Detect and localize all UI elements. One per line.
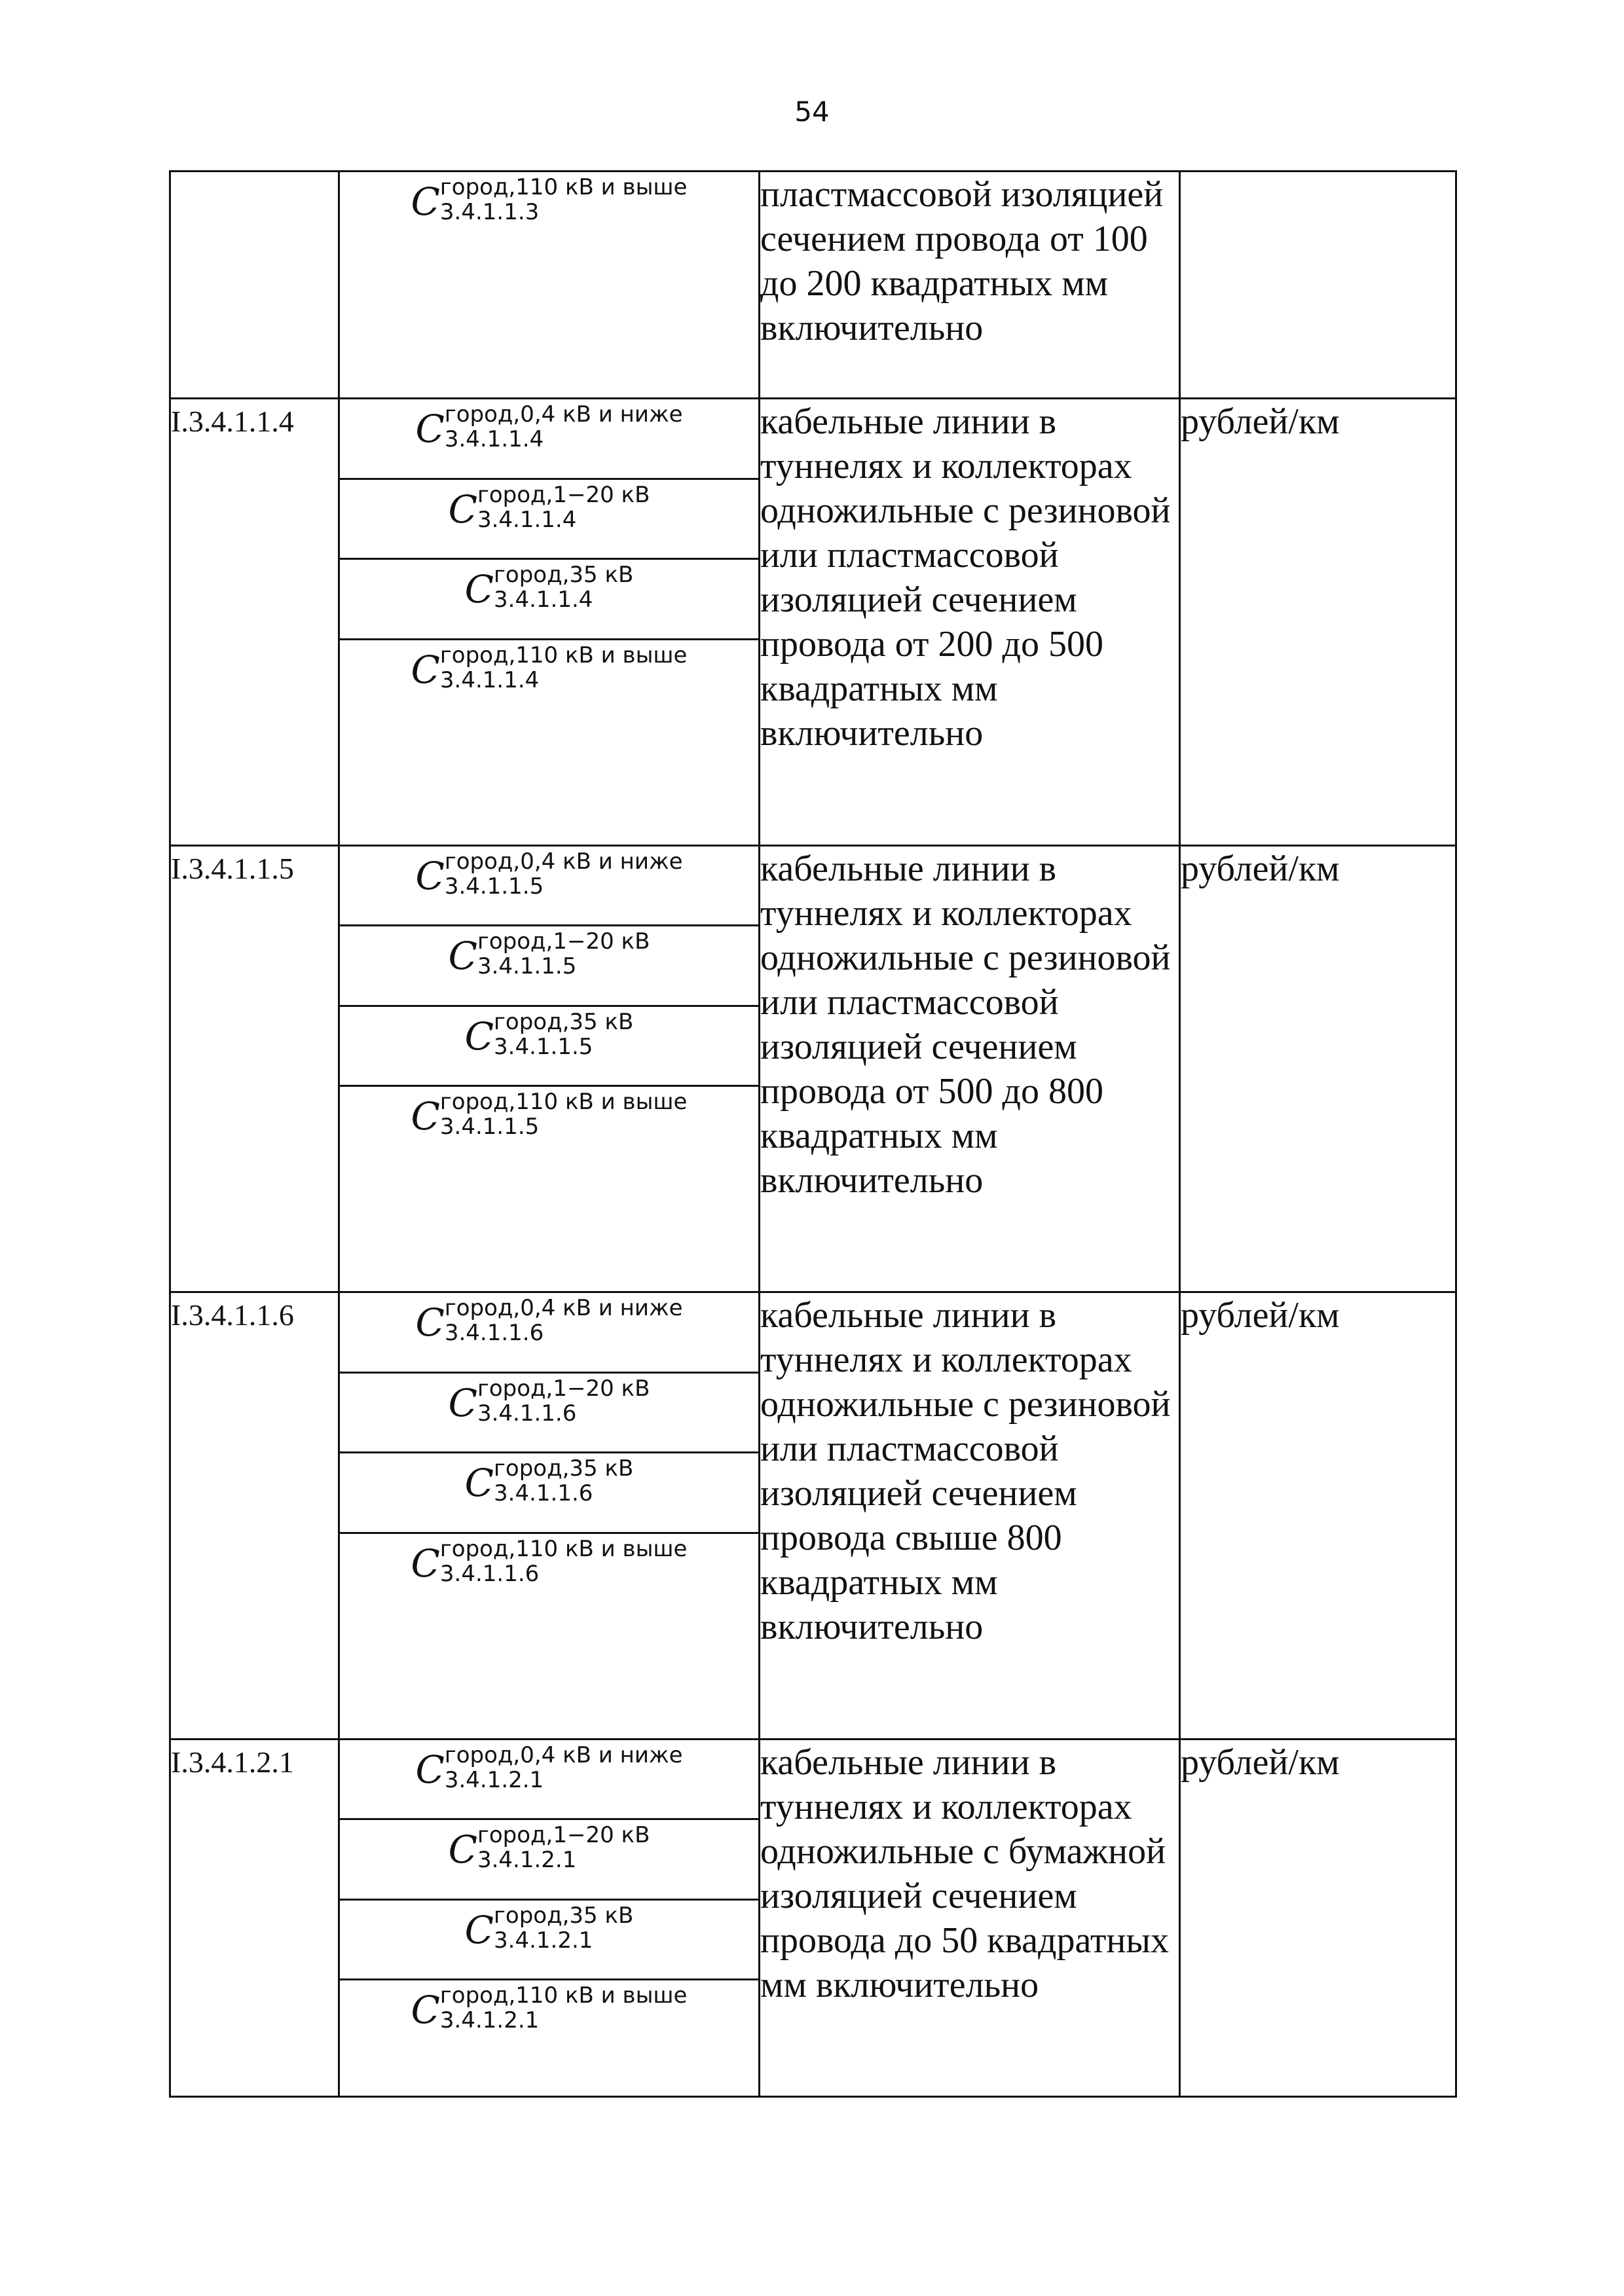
rate-formula (411, 643, 688, 693)
rate-formula (415, 402, 682, 452)
formula-superscript: город,0,4 кВ и ниже (444, 1295, 683, 1322)
formula-symbol: C (448, 486, 477, 532)
formula-superscript: город,110 кВ и выше (439, 1535, 688, 1562)
formula-subscript: 3.4.1.1.6 (439, 1560, 540, 1587)
formula-cell (339, 1819, 760, 1899)
table-row (170, 399, 1456, 479)
rate-formula (449, 483, 650, 532)
rate-formula (415, 1743, 682, 1793)
rate-formula (465, 1456, 634, 1506)
formula-subscript: 3.4.1.1.4 (477, 506, 577, 533)
formula-symbol: C (411, 1540, 440, 1586)
formula-cell (339, 1086, 760, 1292)
formula-subscript: 3.4.1.1.4 (439, 666, 540, 693)
formula-subscript: 3.4.1.1.4 (494, 587, 593, 613)
formula-subscript: 3.4.1.2.1 (444, 1766, 544, 1793)
formula-superscript: город,110 кВ и выше (439, 642, 688, 668)
formula-symbol: C (464, 1013, 494, 1059)
formula-symbol: C (464, 1907, 494, 1952)
rate-formula (465, 1010, 634, 1059)
formula-subscript: 3.4.1.1.6 (494, 1480, 593, 1507)
formula-symbol: C (415, 1747, 445, 1792)
formula-subscript: 3.4.1.1.5 (494, 1033, 593, 1060)
formula-subscript: 3.4.1.1.5 (477, 953, 577, 980)
rate-formula (449, 929, 650, 979)
row-description: кабельные линии в туннелях и коллекторах одножильные с резиновой или пластмассовой изоляцией сечением провода свыше 800 квадратных мм включительно (760, 1292, 1180, 1740)
rate-formula (449, 1823, 650, 1872)
rate-formula (415, 849, 682, 899)
row-code: I.3.4.1.1.5 (170, 845, 339, 1292)
formula-superscript: город,110 кВ и выше (439, 1982, 688, 2009)
formula-symbol: C (411, 1988, 440, 2033)
formula-subscript: 3.4.1.1.3 (439, 199, 540, 225)
formula-cell (339, 639, 760, 845)
formula-superscript: город,1−20 кВ (477, 1822, 650, 1849)
formula-subscript: 3.4.1.1.6 (444, 1320, 544, 1347)
formula-cell (339, 1899, 760, 1979)
formula-cell (339, 399, 760, 479)
formula-subscript: 3.4.1.1.5 (444, 873, 544, 900)
rate-formula (411, 175, 688, 225)
row-description: кабельные линии в туннелях и коллекторах одножильные с резиновой или пластмассовой изоляцией сечением провода от 500 до 800 квадратных мм включительно (760, 845, 1180, 1292)
formula-superscript: город,35 кВ (494, 1455, 634, 1482)
formula-superscript: город,1−20 кВ (477, 1375, 650, 1402)
formula-superscript: город,110 кВ и выше (439, 174, 688, 200)
rate-formula (465, 1903, 634, 1953)
page-number: 54 (794, 96, 830, 128)
row-unit (1180, 172, 1456, 399)
formula-superscript: город,0,4 кВ и ниже (444, 401, 683, 428)
row-unit: рублей/км (1180, 1739, 1456, 2096)
formula-cell (339, 1006, 760, 1085)
formula-superscript: город,0,4 кВ и ниже (444, 1741, 683, 1768)
formula-symbol: C (415, 407, 445, 452)
formula-symbol: C (464, 1461, 494, 1506)
row-unit: рублей/км (1180, 1292, 1456, 1740)
formula-symbol: C (464, 567, 494, 612)
formula-cell (339, 845, 760, 925)
rate-formula (411, 1089, 688, 1139)
rate-formula (415, 1296, 682, 1345)
formula-subscript: 3.4.1.2.1 (494, 1927, 593, 1954)
formula-symbol: C (448, 1380, 477, 1425)
formula-symbol: C (415, 853, 445, 898)
row-code (170, 172, 339, 399)
formula-superscript: город,1−20 кВ (477, 481, 650, 508)
formula-cell (339, 1292, 760, 1372)
formula-subscript: 3.4.1.2.1 (477, 1847, 577, 1874)
row-code: I.3.4.1.2.1 (170, 1739, 339, 2096)
formula-cell (339, 1533, 760, 1739)
formula-cell (339, 1372, 760, 1452)
formula-cell (339, 172, 760, 399)
row-description: кабельные линии в туннелях и коллекторах одножильные с бумажной изоляцией сечением провода до 50 квадратных мм включительно (760, 1739, 1180, 2096)
formula-symbol: C (415, 1300, 445, 1345)
formula-cell (339, 1739, 760, 1819)
rate-formula (449, 1376, 650, 1426)
rate-formula (411, 1983, 688, 2033)
formula-cell (339, 926, 760, 1006)
row-unit: рублей/км (1180, 845, 1456, 1292)
table-row (170, 1739, 1456, 1819)
row-description: кабельные линии в туннелях и коллекторах одножильные с резиновой или пластмассовой изоляцией сечением провода от 200 до 500 квадратных мм включительно (760, 399, 1180, 846)
table-row (170, 845, 1456, 925)
table-row (170, 172, 1456, 399)
formula-subscript: 3.4.1.1.4 (444, 426, 544, 453)
formula-superscript: город,35 кВ (494, 1902, 634, 1929)
formula-subscript: 3.4.1.2.1 (439, 2007, 540, 2034)
formula-cell (339, 479, 760, 558)
formula-superscript: город,35 кВ (494, 1008, 634, 1035)
formula-symbol: C (448, 934, 477, 979)
table-row (170, 1292, 1456, 1372)
formula-cell (339, 1453, 760, 1533)
formula-superscript: город,0,4 кВ и ниже (444, 848, 683, 875)
formula-superscript: город,110 кВ и выше (439, 1089, 688, 1116)
row-description: пластмассовой изоляцией сечением провода от 100 до 200 квадратных мм включительно (760, 172, 1180, 399)
rate-formula (465, 562, 634, 612)
formula-symbol: C (448, 1827, 477, 1872)
formula-superscript: город,1−20 кВ (477, 928, 650, 955)
rate-formula (411, 1537, 688, 1586)
formula-cell (339, 1980, 760, 2097)
formula-subscript: 3.4.1.1.5 (439, 1114, 540, 1140)
row-code: I.3.4.1.1.4 (170, 399, 339, 846)
formula-cell (339, 559, 760, 639)
formula-superscript: город,35 кВ (494, 562, 634, 589)
formula-symbol: C (411, 179, 440, 224)
rates-table (169, 170, 1457, 2098)
row-unit: рублей/км (1180, 399, 1456, 846)
row-code: I.3.4.1.1.6 (170, 1292, 339, 1740)
formula-subscript: 3.4.1.1.6 (477, 1400, 577, 1427)
formula-symbol: C (411, 647, 440, 692)
formula-symbol: C (411, 1094, 440, 1139)
